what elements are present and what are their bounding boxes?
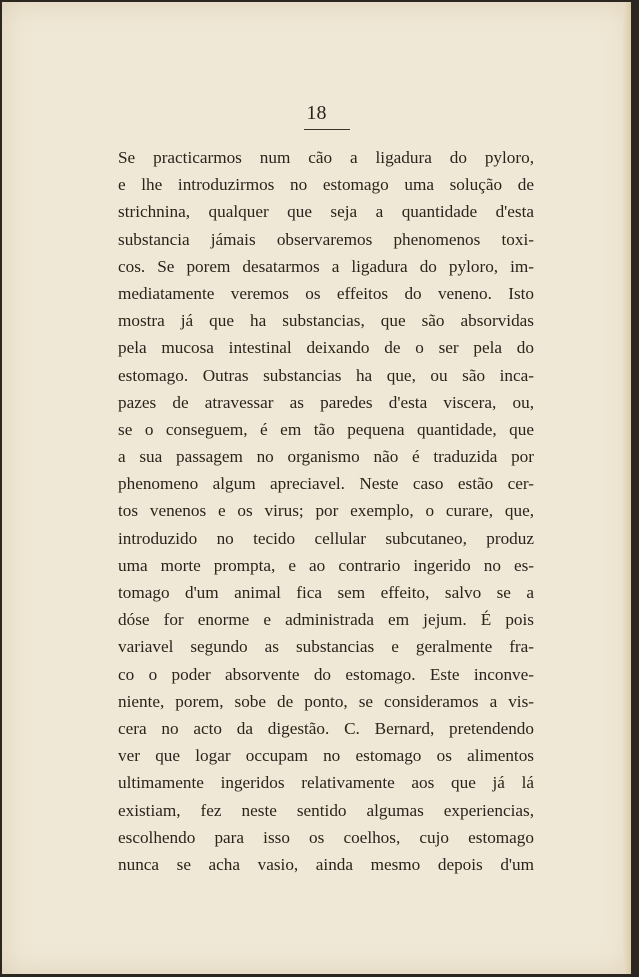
text-line: Se practicarmos num cão a ligadura do pyloro, — [118, 148, 534, 167]
text-line: pela mucosa intestinal deixando de o ser pela do — [118, 338, 534, 358]
text-line: substancia jámais observaremos phenomenos toxi- — [118, 229, 534, 249]
text-line: cera no acto da digestão. C. Bernard, pretendendo — [118, 718, 534, 738]
text-line: nunca se acha vasio, ainda mesmo depois d'um — [118, 854, 534, 874]
text-line: strichnina, qualquer que seja a quantidade d'esta — [118, 202, 534, 222]
text-line: e lhe introduzirmos no estomago uma solução de — [118, 175, 534, 195]
text-line: uma morte prompta, e ao contrario ingerido no es- — [118, 555, 534, 575]
text-line: mediatamente veremos os effeitos do veneno. Isto — [118, 283, 534, 303]
book-page — [2, 2, 631, 974]
text-line: mostra já que ha substancias, que são absorvidas — [118, 311, 534, 331]
text-line: escolhendo para isso os coelhos, cujo estomago — [118, 827, 534, 847]
text-line: pazes de atravessar as paredes d'esta viscera, ou, — [118, 392, 534, 412]
text-line: phenomeno algum apreciavel. Neste caso estão cer- — [118, 474, 534, 494]
text-line: co o poder absorvente do estomago. Este inconve- — [118, 664, 534, 684]
text-line: ultimamente ingeridos relativamente aos que já lá — [118, 773, 534, 793]
page-number-rule — [304, 129, 350, 130]
body-text — [118, 144, 534, 878]
text-line: se o conseguem, é em tão pequena quantidade, que — [118, 419, 534, 439]
text-line: niente, porem, sobe de ponto, se consideramos a vis- — [118, 691, 534, 711]
text-line: variavel segundo as substancias e geralmente fra- — [118, 637, 534, 657]
text-line: tomago d'um animal fica sem effeito, salvo se a — [118, 583, 534, 602]
text-line: estomago. Outras substancias ha que, ou são inca- — [118, 365, 534, 385]
page-number: 18 — [306, 102, 327, 124]
text-line: existiam, fez neste sentido algumas experiencias, — [118, 800, 534, 820]
text-line: tos venenos e os virus; por exemplo, o curare, que, — [118, 501, 534, 521]
text-line: introduzido no tecido cellular subcutaneo, produz — [118, 528, 534, 548]
text-line: dóse for enorme e administrada em jejum. É pois — [118, 610, 534, 630]
text-line: a sua passagem no organismo não é traduzida por — [118, 447, 534, 467]
text-line: ver que logar occupam no estomago os alimentos — [118, 746, 534, 766]
text-line: cos. Se porem desatarmos a ligadura do pyloro, im- — [118, 256, 534, 276]
page-edge — [623, 2, 631, 974]
